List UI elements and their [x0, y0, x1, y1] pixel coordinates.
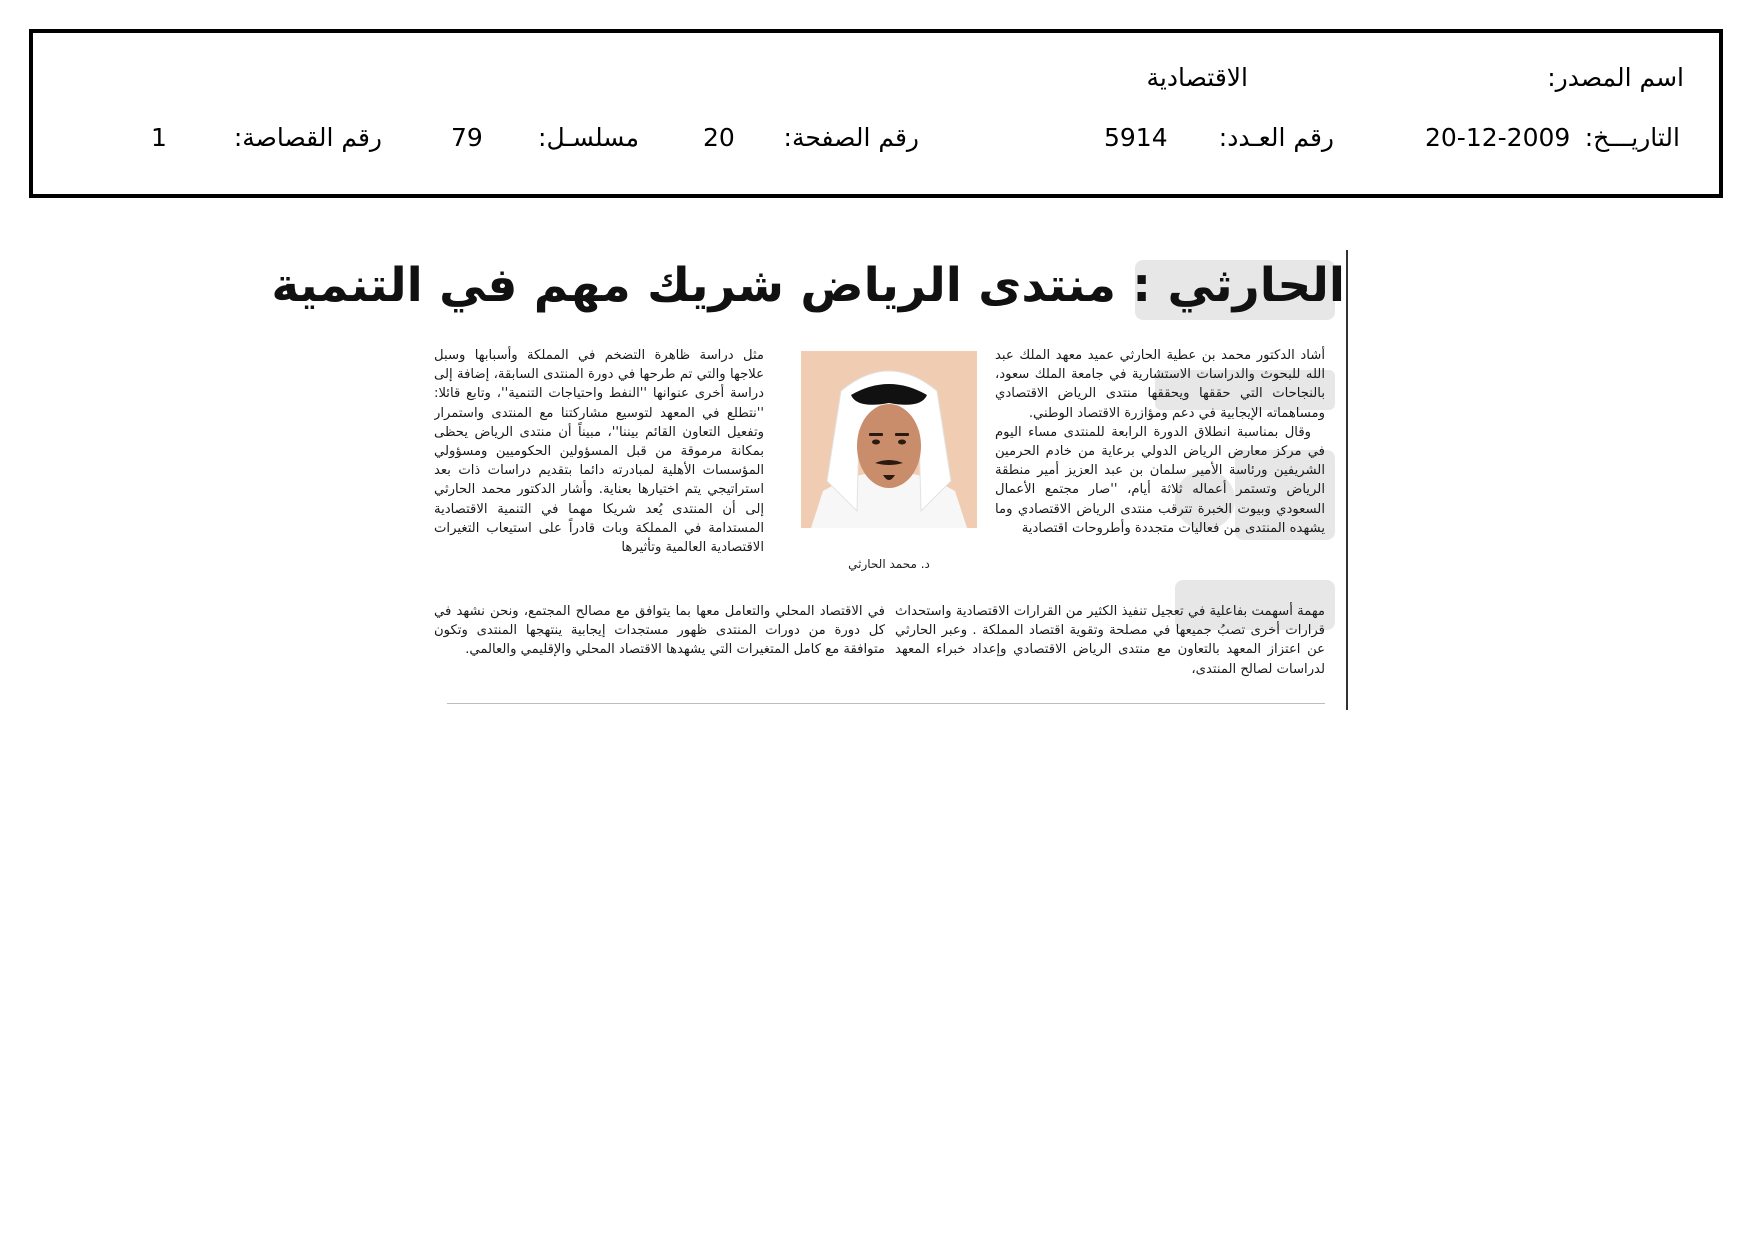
- article-column-right: [995, 346, 1325, 598]
- date-label: التاريـــخ:: [1584, 123, 1680, 152]
- serial-value: 79: [451, 123, 483, 152]
- issue-value: 5914: [1104, 123, 1168, 152]
- source-label: اسم المصدر:: [1547, 63, 1684, 92]
- article-paragraph: أشاد الدكتور محمد بن عطية الحارثي عميد معهد الملك عبد الله للبحوث والدراسات الاستشارية في جامعة الملك سعود، بالنجاحات التي حققها ويحققها منتدى الرياض الاقتصادي ومساهماته الإيجابية في دعم ومؤازرة الاقتصاد الوطني.: [995, 348, 1325, 421]
- article-paragraph: في الاقتصاد المحلي والتعامل معها بما يتوافق مع مصالح المجتمع، ونحن نشهد في كل دورة من دورات المنتدى ظهور مستجدات إيجابية ينتهجها المنتدى وتكون متوافقة مع كامل المتغيرات التي يشهدها الاقتصاد المحلي والإقليمي والعالمي.: [434, 604, 885, 658]
- article-column-bottom-left: [434, 602, 885, 702]
- clipping-right-rule: [1346, 250, 1348, 710]
- date-value: 20-12-2009: [1425, 123, 1571, 152]
- issue-label: رقم العـدد:: [1218, 123, 1334, 152]
- portrait-photo: [801, 351, 977, 528]
- clipping-number-label: رقم القصاصة:: [233, 123, 382, 152]
- serial-label: مسلسـل:: [538, 123, 639, 152]
- article-headline: الحارثي : منتدى الرياض شريك مهم في التنمية: [271, 258, 1345, 313]
- photo-caption: د. محمد الحارثي: [848, 557, 930, 571]
- article-column-bottom-right: [895, 602, 1325, 702]
- article-column-left: [434, 346, 764, 598]
- clipping-number-value: 1: [151, 123, 167, 152]
- article-clipping: [271, 248, 1345, 710]
- article-paragraph: مهمة أسهمت بفاعلية في تعجيل تنفيذ الكثير من القرارات الاقتصادية واستحداث قرارات أخرى تصبُ جميعها في مصلحة وتقوية اقتصاد المملكة . وعبر الحارثي عن اعتزاز المعهد بالتعاون مع منتدى الرياض الاقتصادي وإعداد خبراء المعهد لدراسات لصالح المنتدى،: [895, 604, 1325, 677]
- clipping-header-box: [29, 29, 1723, 198]
- portrait-illustration: [801, 351, 977, 528]
- article-paragraph: وقال بمناسبة انطلاق الدورة الرابعة للمنتدى مساء اليوم في مركز معارض الرياض الدولي برعاية من خادم الحرمين الشريفين ورئاسة الأمير سلمان بن عبد العزيز أمير منطقة الرياض وتستمر أعماله ثلاثة أيام، ''صار مجتمع الأعمال السعودي وبيوت الخبرة تترقب منتدى الرياض الاقتصادي وما يشهده المنتدى من فعاليات متجددة وأطروحات اقتصادية: [995, 424, 1325, 536]
- source-value: الاقتصادية: [1146, 63, 1248, 92]
- page-label: رقم الصفحة:: [783, 123, 919, 152]
- article-paragraph: مثل دراسة ظاهرة التضخم في المملكة وأسبابها وسبل علاجها والتي تم طرحها في دورة المنتدى السابقة، إضافة إلى دراسة أخرى عنوانها ''النفط واحتياجات التنمية''، وتابع قائلا: ''نتطلع في المعهد لتوسيع مشاركتنا مع المنتدى واستمرار وتفعيل التعاون القائم بيننا''، مبيناً أن منتدى الرياض يحظى بمكانة مرموقة من قبل المسؤولين الحكوميين ومسؤولي المؤسسات الأهلية لمبادرته دائما بتقديم دراسات ذات بعد استراتيجي يتم اختيارها بعناية. وأشار الدكتور محمد الحارثي إلى أن المنتدى يُعد شريكا مهما في التنمية الاقتصادية المستدامة في المملكة وبات قادراً على استيعاب التغيرات الاقتصادية العالمية وتأثيرها: [434, 348, 764, 556]
- page-value: 20: [703, 123, 735, 152]
